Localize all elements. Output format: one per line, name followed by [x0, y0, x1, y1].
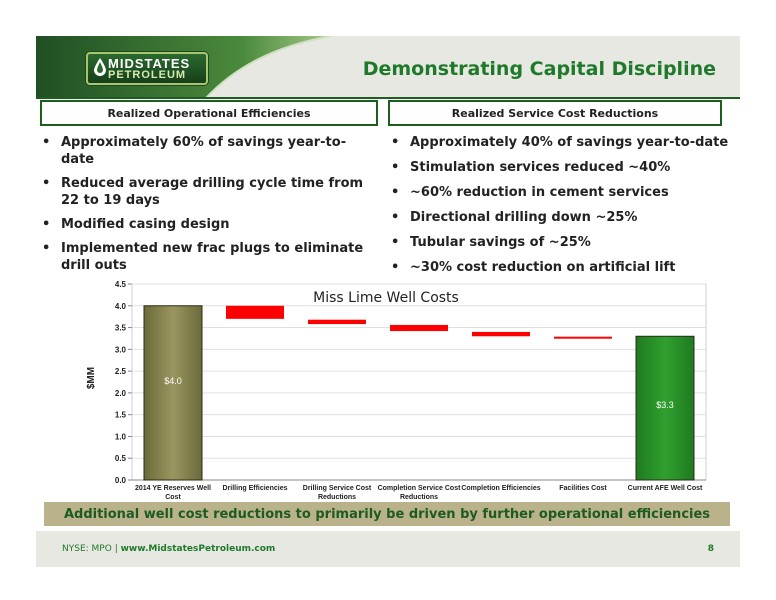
logo-line2: PETROLEUM	[108, 69, 187, 81]
y-tick-label: 1.0	[114, 432, 126, 442]
footer	[36, 531, 740, 567]
right-bullet-6: • ~30% cost reduction on artificial lift	[385, 259, 730, 276]
bar-data-label: $3.3	[656, 400, 674, 411]
right-bullet-2: • Stimulation services reduced ~40%	[385, 159, 730, 176]
right-section-heading: Realized Service Cost Reductions	[388, 100, 722, 126]
y-tick-label: 4.5	[114, 280, 126, 289]
y-tick-label: 0.0	[114, 476, 126, 485]
bar-5	[472, 332, 530, 336]
footer-separator: |	[114, 544, 118, 554]
bar-6	[554, 337, 612, 339]
bar-2	[226, 306, 284, 319]
x-tick-label: Current AFE Well Cost	[627, 485, 703, 492]
page-number: 8	[707, 544, 714, 554]
footer-ticker: NYSE: MPO	[62, 544, 112, 554]
y-axis-label: $MM	[86, 366, 97, 390]
y-tick-label: 4.0	[114, 301, 126, 311]
chart-title: Miss Lime Well Costs	[313, 290, 459, 306]
left-bullet-3: • Modified casing design	[36, 216, 376, 233]
right-bullet-1: • Approximately 40% of savings year-to-date	[385, 134, 730, 151]
x-tick-label: Drilling Efficiencies	[222, 485, 288, 492]
footer-website[interactable]: www.MidstatesPetroleum.com	[120, 544, 276, 554]
logo-line1: MIDSTATES	[108, 56, 191, 71]
x-axis-labels	[135, 485, 703, 501]
y-tick-label: 0.5	[114, 454, 126, 464]
slide	[36, 36, 740, 567]
y-tick-label: 1.5	[114, 410, 126, 420]
plot-frame	[132, 284, 706, 480]
bar-data-label: $4.0	[164, 376, 182, 387]
x-tick-label: Completion Service Cost Reductions	[377, 485, 461, 501]
y-tick-label: 2.0	[114, 388, 126, 398]
bar-3	[308, 320, 366, 324]
right-bullet-5: • Tubular savings of ~25%	[385, 234, 730, 251]
right-bullet-4: • Directional drilling down ~25%	[385, 209, 730, 226]
chart-grid	[132, 284, 706, 480]
left-section-heading: Realized Operational Efficiencies	[40, 100, 378, 126]
left-bullet-1: • Approximately 60% of savings year-to-date	[36, 134, 376, 168]
waterfall-chart	[36, 36, 740, 506]
left-bullet-4: • Implemented new frac plugs to eliminate drill outs	[36, 240, 376, 274]
x-tick-label: Facilities Cost	[559, 485, 607, 492]
right-bullet-3: • ~60% reduction in cement services	[385, 184, 730, 201]
x-tick-label: Completion Efficiencies	[461, 485, 541, 492]
y-tick-label: 3.5	[114, 323, 126, 333]
x-tick-label: 2014 YE Reserves Well Cost	[134, 485, 212, 501]
bottom-banner: Additional well cost reductions to primarily be driven by further operational efficiencies	[44, 502, 730, 526]
y-tick-label: 3.0	[114, 345, 126, 355]
bar-4	[390, 325, 448, 331]
page-title: Demonstrating Capital Discipline	[362, 58, 716, 80]
x-tick-label: Drilling Service Cost Reductions	[302, 485, 372, 501]
y-axis-ticks	[115, 280, 132, 485]
left-bullet-2: • Reduced average drilling cycle time from 22 to 19 days	[36, 175, 376, 209]
footer-text	[62, 544, 275, 554]
bar-1	[144, 306, 202, 480]
y-tick-label: 2.5	[114, 367, 126, 377]
